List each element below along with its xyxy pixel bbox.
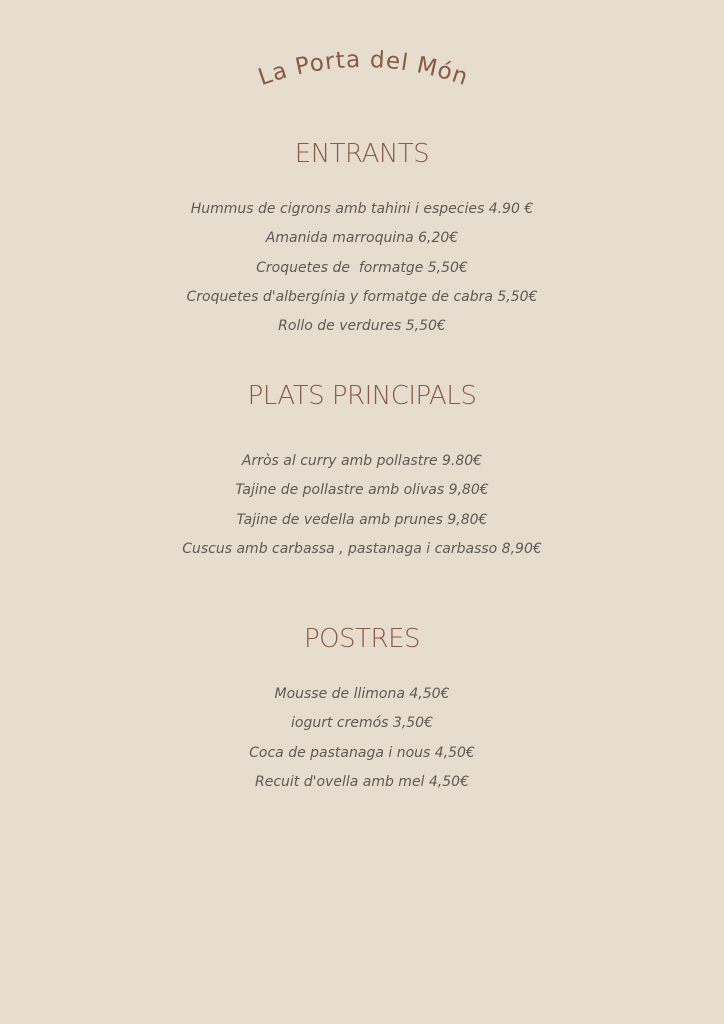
menu-item: Coca de pastanaga i nous 4,50€ xyxy=(249,744,475,761)
menu-item: Hummus de cigrons amb tahini i especies 4.90 € xyxy=(190,201,534,217)
menu-item: Amanida marroquina 6,20€ xyxy=(265,230,459,247)
menu-item: Tajine de pollastre amb olivas 9,80€ xyxy=(235,482,489,499)
menu-item: Croquetes de formatge 5,50€ xyxy=(256,259,468,276)
menu-item: Recuit d'ovella amb mel 4,50€ xyxy=(255,773,469,790)
menu-item: Croquetes d'albergínia y formatge de cabra 5,50€ xyxy=(186,288,538,305)
menu-item: Arròs al curry amb pollastre 9.80€ xyxy=(241,453,483,469)
section-title-entrants: ENTRANTS xyxy=(294,139,430,169)
postres-list xyxy=(0,680,724,797)
section-title-plats-principals: PLATS PRINCIPALS xyxy=(247,381,477,411)
plats-principals-list xyxy=(0,447,724,564)
menu-item: iogurt cremós 3,50€ xyxy=(290,715,433,732)
menu-item: Mousse de llimona 4,50€ xyxy=(274,686,450,702)
menu-item: Rollo de verdures 5,50€ xyxy=(278,318,446,335)
entrants-list xyxy=(0,195,724,341)
restaurant-name-logo xyxy=(0,30,724,120)
restaurant-name: La Porta del Món xyxy=(255,46,472,92)
menu-item: Tajine de vedella amb prunes 9,80€ xyxy=(236,511,488,528)
section-title-postres: POSTRES xyxy=(303,624,421,654)
section-entrants xyxy=(0,139,724,341)
section-plats-principals xyxy=(0,381,724,564)
section-postres xyxy=(0,624,724,797)
menu-item: Cuscus amb carbassa , pastanaga i carbasso 8,90€ xyxy=(182,540,542,557)
